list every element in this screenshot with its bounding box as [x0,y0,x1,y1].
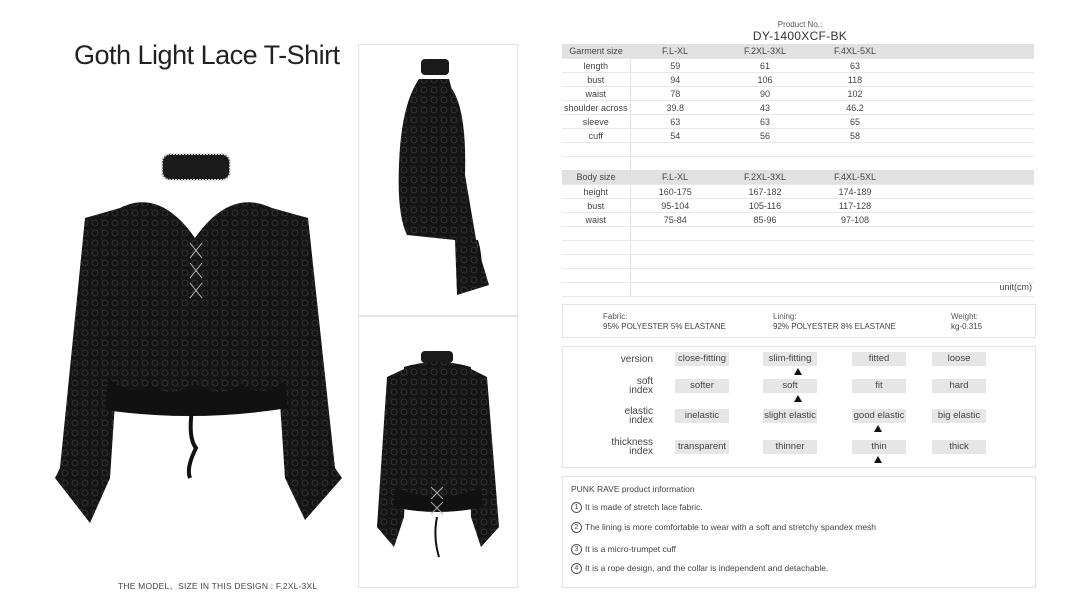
empty-cell [630,143,720,157]
info-heading: PUNK RAVE product information [571,484,695,494]
table-cell: 97-108 [810,213,900,227]
product-number: DY-1400XCF-BK [752,29,848,43]
header-filler [900,44,1034,59]
table-cell [900,59,1034,73]
table-cell: 106 [720,73,810,87]
option-chip: slight elastic [764,410,816,421]
empty-cell [720,227,810,241]
selected-marker-icon [794,395,802,402]
table-row [562,129,1034,143]
table-cell: 85-96 [720,213,810,227]
empty-cell [900,269,1034,283]
empty-cell [562,227,630,241]
empty-cell [810,227,900,241]
row-label: bust [562,73,630,87]
empty-cell [562,283,630,297]
side-garment-photo [359,45,517,315]
property-name-line: soft [636,376,653,387]
table-cell: 167-182 [720,185,810,199]
info-item [571,563,828,574]
table-cell: 95-104 [630,199,720,213]
option-chip-selected: thin [852,440,906,454]
empty-cell [630,241,720,255]
weight-block [951,312,982,332]
table-cell: 61 [720,59,810,73]
info-item-text: The lining is more comfortable to wear with a soft and stretchy spandex mesh [585,522,877,532]
row-label: sleeve [562,115,630,129]
empty-cell [900,157,1034,171]
garment-size-table [562,44,1034,171]
option-chip: hard [932,379,986,393]
property-name-line: elastic [624,406,653,417]
option-chip-selected: soft [763,379,817,393]
table-cell: 174-189 [810,185,900,199]
option-chip-selected: slim-fitting [763,352,817,366]
item-number-badge: 3 [571,544,582,555]
table-row [562,115,1034,129]
option-chip: thick [932,440,986,454]
table-row [562,185,1034,199]
empty-cell [810,157,900,171]
info-item-text: It is made of stretch lace fabric. [585,502,703,512]
body-header-label: Body size [562,170,630,185]
empty-cell [900,143,1034,157]
empty-cell [720,283,810,297]
lining-value: 92% POLYESTER 8% ELASTANE [773,322,896,331]
empty-cell [630,227,720,241]
empty-row [562,255,1034,269]
property-name-line: index [629,385,653,396]
empty-cell [562,143,630,157]
table-cell: 63 [630,115,720,129]
body-table-header [562,170,1034,185]
product-info-box [562,476,1036,588]
item-number-badge: 4 [571,563,582,574]
property-name-line: thickness [611,437,653,448]
option-chip: loose [932,352,986,366]
garment-header-col: F.L-XL [630,44,720,59]
table-cell: 43 [720,101,810,115]
empty-row [562,269,1034,283]
empty-cell [720,269,810,283]
weight-value: kg-0.315 [951,322,983,331]
table-row [562,59,1034,73]
fabric-label: Fabric: [603,312,628,321]
option-chip: close-fitting [675,352,729,366]
table-cell [900,101,1034,115]
front-garment-photo [50,148,350,533]
empty-cell [720,255,810,269]
info-item-text: It is a micro-trumpet cuff [585,544,677,554]
garment-header-label: Garment size [562,44,630,59]
empty-cell [562,269,630,283]
property-name-line: version [620,354,653,365]
table-cell: 46.2 [810,101,900,115]
info-item [571,502,703,513]
info-item [571,522,876,533]
option-chip: softer [675,379,729,393]
table-cell: 105-116 [720,199,810,213]
product-number-block [730,20,870,43]
property-name-line: index [629,446,653,457]
property-name-thickness-index [573,438,653,456]
empty-row [562,283,1034,297]
body-header-col: F.2XL-3XL [720,170,810,185]
table-cell: 58 [810,129,900,143]
empty-cell [630,269,720,283]
empty-row [562,143,1034,157]
empty-row [562,227,1034,241]
property-name-elastic-index [573,407,653,425]
empty-cell [810,143,900,157]
empty-cell [900,227,1034,241]
option-chip-selected: good elastic [853,410,905,421]
garment-table-header [562,44,1034,59]
lining-label: Lining: [773,312,797,321]
row-label: shoulder across [562,101,630,115]
table-cell: 160-175 [630,185,720,199]
body-header-col: F.L-XL [630,170,720,185]
garment-header-col: F.2XL-3XL [720,44,810,59]
weight-label: Weight: [951,312,978,321]
empty-cell [720,157,810,171]
row-label: cuff [562,129,630,143]
table-row [562,213,1034,227]
empty-cell [630,255,720,269]
table-row [562,101,1034,115]
property-name-line: index [629,415,653,426]
product-number-label: Product No.: [777,20,823,29]
empty-cell [562,255,630,269]
selected-marker-icon [874,456,882,463]
table-cell: 39.8 [630,101,720,115]
table-cell [900,213,1034,227]
table-cell: 63 [810,59,900,73]
table-cell: 102 [810,87,900,101]
garment-header-col: F.4XL-5XL [810,44,900,59]
item-number-badge: 2 [571,522,582,533]
table-row [562,199,1034,213]
property-name-soft-index [573,377,653,395]
fabric-value: 95% POLYESTER 5% ELASTANE [603,322,726,331]
table-row [562,87,1034,101]
body-size-table [562,170,1034,297]
table-cell: 63 [720,115,810,129]
empty-row [562,157,1034,171]
option-chip: fit [852,379,906,393]
empty-cell [720,143,810,157]
empty-cell [720,241,810,255]
header-filler [900,170,1034,185]
unit-label: unit(cm) [999,282,1032,292]
table-cell: 90 [720,87,810,101]
item-number-badge: 1 [571,502,582,513]
option-chip: transparent [675,440,729,454]
option-chip: inelastic [675,409,729,423]
info-item [571,544,676,555]
property-name-version [573,355,653,364]
table-cell: 118 [810,73,900,87]
empty-cell [630,283,720,297]
back-garment-photo [359,317,517,587]
table-cell [900,73,1034,87]
option-chip: big elastic [932,409,986,423]
selected-marker-icon [874,425,882,432]
table-cell [900,115,1034,129]
empty-row [562,241,1034,255]
table-cell [900,185,1034,199]
empty-cell [562,157,630,171]
table-cell: 59 [630,59,720,73]
row-label: waist [562,87,630,101]
option-chip: thinner [763,440,817,454]
row-label: bust [562,199,630,213]
empty-cell [810,269,900,283]
page-title: Goth Light Lace T-Shirt [74,40,340,70]
table-cell: 75-84 [630,213,720,227]
table-cell: 65 [810,115,900,129]
table-cell: 78 [630,87,720,101]
fabric-block [603,312,726,332]
empty-cell [810,241,900,255]
selected-marker-icon [794,368,802,375]
table-cell: 94 [630,73,720,87]
fabric-info-box [562,304,1036,338]
row-label: height [562,185,630,199]
side-photo-frame [358,44,518,316]
table-cell [900,129,1034,143]
table-cell: 117-128 [810,199,900,213]
empty-cell [810,283,900,297]
empty-cell [900,255,1034,269]
table-cell: 54 [630,129,720,143]
table-cell [900,199,1034,213]
info-item-text: It is a rope design, and the collar is independent and detachable. [585,563,829,573]
properties-box [562,346,1036,468]
empty-cell [562,241,630,255]
table-cell [900,87,1034,101]
empty-cell [630,157,720,171]
row-label: waist [562,213,630,227]
model-size-note: THE MODEL、SIZE IN THIS DESIGN : F.2XL-3XL [118,581,318,591]
empty-cell [810,255,900,269]
back-photo-frame [358,316,518,588]
table-row [562,73,1034,87]
empty-cell [900,241,1034,255]
table-cell: 56 [720,129,810,143]
option-chip: fitted [852,352,906,366]
body-header-col: F.4XL-5XL [810,170,900,185]
row-label: length [562,59,630,73]
lining-block [773,312,896,332]
